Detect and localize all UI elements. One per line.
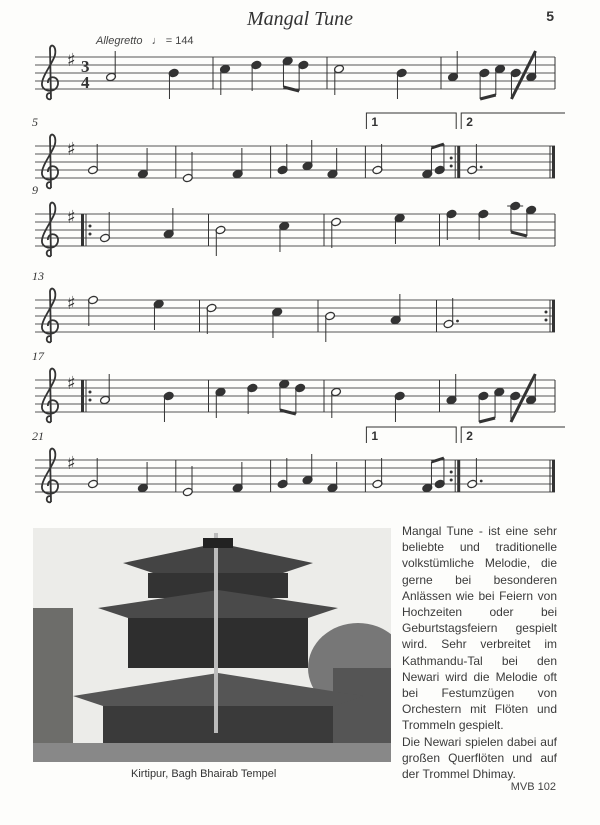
beam [283, 87, 299, 91]
repeat-end-barline [552, 300, 555, 332]
measure [443, 298, 555, 332]
volta-number: 1 [371, 429, 379, 443]
staff-system [32, 183, 555, 256]
repeat-dot [545, 319, 548, 322]
staff-system [32, 113, 565, 188]
repeat-dot [545, 311, 548, 314]
final-barline [552, 146, 555, 178]
volta-number: 1 [371, 115, 379, 129]
quarter-note-icon: ♩ [151, 35, 163, 47]
treble-clef-icon [42, 203, 58, 257]
measure [182, 460, 270, 497]
volta-number: 2 [466, 429, 473, 443]
repeat-dot [89, 225, 92, 228]
repeat-start-barline [81, 214, 84, 246]
staff-system [32, 427, 565, 502]
augmentation-dot [480, 480, 483, 483]
measure [88, 458, 176, 493]
measure-number: 5 [32, 115, 38, 129]
beam [479, 418, 495, 422]
description-text [402, 523, 557, 782]
pagoda-image [33, 528, 391, 762]
key-signature-sharp: ♯ [67, 293, 76, 314]
tempo-value: = 144 [165, 35, 194, 47]
repeat-dot [89, 233, 92, 236]
measure [446, 201, 555, 246]
measure-number: 9 [32, 183, 38, 197]
measure [334, 57, 441, 99]
beam [480, 95, 496, 99]
measure [446, 374, 555, 422]
staff-system [32, 349, 555, 422]
final-barline [552, 460, 555, 492]
time-signature-bottom: 4 [81, 73, 90, 92]
repeat-dot [450, 471, 453, 474]
key-signature-sharp: ♯ [67, 373, 76, 394]
measure [100, 374, 209, 422]
augmentation-dot [456, 320, 459, 323]
measure [106, 51, 213, 99]
measure [88, 144, 176, 179]
repeat-dot [450, 157, 453, 160]
key-signature-sharp: ♯ [67, 139, 76, 160]
key-signature-sharp: ♯ [67, 453, 76, 474]
volta-bracket [461, 113, 565, 129]
treble-clef-icon [42, 46, 58, 100]
description-paragraph: Die Newari spielen dabei auf großen Querflöten und auf der Trommel Dhimay. [402, 734, 557, 782]
volta-bracket [366, 427, 456, 443]
repeat-dot [89, 399, 92, 402]
measure [182, 146, 270, 183]
measure-number: 13 [32, 269, 44, 283]
augmentation-dot [480, 166, 483, 169]
measure [448, 51, 555, 99]
treble-clef-icon [42, 135, 58, 189]
staff-system [32, 269, 555, 342]
measure [88, 295, 200, 332]
key-signature-sharp: ♯ [67, 50, 76, 71]
measure [331, 380, 440, 422]
key-signature-sharp: ♯ [67, 207, 76, 228]
page-title: Mangal Tune [246, 8, 354, 30]
repeat-dot [89, 391, 92, 394]
repeat-end-barline [457, 146, 460, 178]
repeat-dot [450, 165, 453, 168]
measure-number: 17 [32, 349, 44, 363]
time-signature-top: 3 [81, 57, 90, 76]
temple-photo [33, 528, 391, 762]
volta-number: 2 [466, 115, 473, 129]
repeat-end-barline [457, 460, 460, 492]
page-number: 5 [546, 8, 554, 24]
measure [215, 214, 324, 256]
volta-bracket [366, 113, 456, 129]
repeat-dot [450, 479, 453, 482]
repeat-start-barline [81, 380, 84, 412]
description-paragraph: Mangal Tune - ist eine sehr beliebte und traditionelle volkstümliche Melodie, die gerne bei besonderen Anlässen wie bei Feiern von Hochzeiten oder bei Geburtstagsfeiern gespielt wird. Sehr verbreitet im Kathmandu-Tal bei den Newari wird die Melodie oft bei Festumzügen von Orchestern mit Flöten und Trommeln gespielt. [402, 524, 557, 733]
staff-system [35, 46, 555, 100]
tempo-text: Allegretto [96, 35, 143, 47]
beam [431, 458, 443, 462]
treble-clef-icon [42, 369, 58, 423]
measure-number: 21 [32, 429, 44, 443]
beam [511, 232, 527, 236]
beam [431, 144, 443, 148]
publisher-code: MVB 102 [510, 781, 556, 793]
measure [325, 294, 437, 342]
treble-clef-icon [42, 449, 58, 503]
treble-clef-icon [42, 289, 58, 343]
measure [331, 213, 440, 248]
photo-caption: Kirtipur, Bagh Bhairab Tempel [131, 768, 277, 780]
volta-bracket [461, 427, 565, 443]
beam [280, 410, 296, 414]
